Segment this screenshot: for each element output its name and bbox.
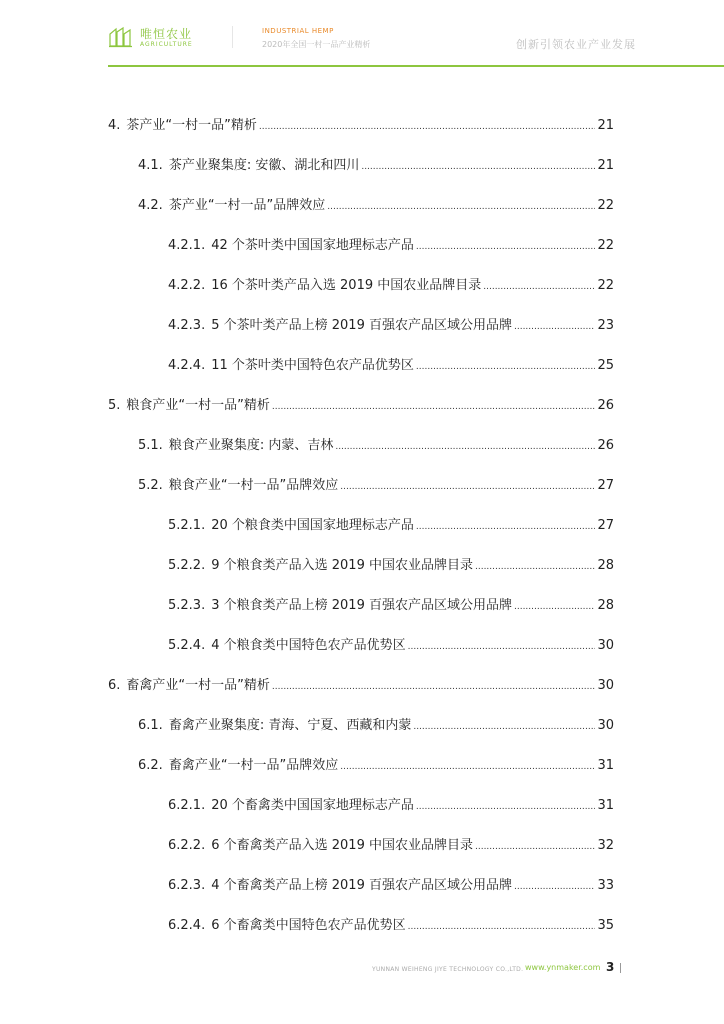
header-rule	[108, 65, 724, 67]
toc-entry-number: 4.	[108, 118, 121, 133]
toc-entry-page: 31	[597, 758, 614, 773]
toc-leader-dots	[272, 678, 596, 696]
toc-entry-number: 5.2.3.	[168, 598, 206, 613]
toc-entry-page: 21	[597, 158, 614, 173]
toc-leader-dots	[327, 198, 595, 216]
toc-entry[interactable]	[138, 757, 614, 776]
toc-entry-number: 4.2.4.	[168, 358, 206, 373]
toc-entry-page: 22	[597, 238, 614, 253]
toc-entry-number: 5.2.2.	[168, 558, 206, 573]
toc-entry-title: 6 个畜禽类产品入选 2019 中国农业品牌目录	[211, 838, 473, 853]
toc-entry[interactable]	[138, 477, 614, 496]
footer-url[interactable]: www.ynmaker.com	[525, 963, 601, 972]
toc-leader-dots	[416, 518, 596, 536]
toc-entry-page: 27	[597, 478, 614, 493]
toc-leader-dots	[514, 878, 595, 896]
toc-entry-title: 畜禽产业聚集度: 青海、宁夏、西藏和内蒙	[168, 718, 412, 733]
toc-entry-number: 6.2.1.	[168, 798, 206, 813]
toc-entry-page: 32	[597, 838, 614, 853]
toc-entry-title: 茶产业“一村一品”品牌效应	[168, 198, 326, 213]
toc-entry[interactable]	[168, 597, 614, 616]
toc-entry-number: 6.2.3.	[168, 878, 206, 893]
header-slogan: 创新引领农业产业发展	[516, 38, 636, 51]
toc-leader-dots	[335, 438, 595, 456]
toc-leader-dots	[259, 118, 596, 136]
toc-entry-page: 23	[597, 318, 614, 333]
toc-entry-page: 26	[597, 438, 614, 453]
toc-entry-title: 粮食产业聚集度: 内蒙、吉林	[168, 438, 334, 453]
toc-leader-dots	[475, 838, 595, 856]
toc-entry-title: 茶产业聚集度: 安徽、湖北和四川	[168, 158, 360, 173]
toc-entry-title: 9 个粮食类产品入选 2019 中国农业品牌目录	[211, 558, 473, 573]
footer-company: YUNNAN WEIHENG JIYE TECHNOLOGY CO.,LTD.	[372, 966, 524, 973]
toc-entry[interactable]	[138, 157, 614, 176]
weiheng-logo-icon	[108, 26, 134, 48]
toc-entry-number: 6.1.	[138, 718, 163, 733]
toc-entry-title: 11 个茶叶类中国特色农产品优势区	[211, 358, 414, 373]
toc-entry-page: 28	[597, 598, 614, 613]
toc-entry-title: 畜禽产业“一村一品”精析	[126, 678, 270, 693]
toc-entry-number: 4.2.	[138, 198, 163, 213]
toc-entry-title: 4 个畜禽类产品上榜 2019 百强农产品区域公用品牌	[211, 878, 512, 893]
toc-entry[interactable]	[138, 197, 614, 216]
toc-leader-dots	[416, 798, 596, 816]
toc-entry[interactable]	[168, 517, 614, 536]
page-number: 3	[606, 960, 615, 974]
toc-entry-page: 28	[597, 558, 614, 573]
toc-entry-page: 22	[597, 198, 614, 213]
toc-entry-title: 茶产业“一村一品”精析	[126, 118, 257, 133]
toc-leader-dots	[408, 638, 596, 656]
footer-divider	[620, 963, 621, 973]
toc-leader-dots	[416, 358, 596, 376]
toc-entry-number: 5.2.	[138, 478, 163, 493]
toc-leader-dots	[272, 398, 596, 416]
toc-leader-dots	[361, 158, 595, 176]
toc-entry-number: 6.2.	[138, 758, 163, 773]
brand-name: 唯恒农业	[140, 27, 193, 41]
toc-entry-title: 42 个茶叶类中国国家地理标志产品	[211, 238, 414, 253]
toc-entry[interactable]	[108, 397, 614, 416]
toc-leader-dots	[514, 598, 595, 616]
toc-entry-number: 6.2.4.	[168, 918, 206, 933]
toc-entry-number: 4.2.3.	[168, 318, 206, 333]
toc-entry[interactable]	[168, 637, 614, 656]
toc-entry-page: 21	[597, 118, 614, 133]
toc-entry-page: 33	[597, 878, 614, 893]
header-divider	[232, 26, 233, 48]
page-header	[0, 0, 724, 70]
toc-entry-page: 25	[597, 358, 614, 373]
toc-entry[interactable]	[168, 237, 614, 256]
toc-entry-number: 5.1.	[138, 438, 163, 453]
toc-entry[interactable]	[168, 557, 614, 576]
toc-leader-dots	[408, 918, 596, 936]
brand-subtitle: AGRICULTURE	[140, 41, 193, 48]
toc-entry[interactable]	[138, 717, 614, 736]
toc-entry-title: 粮食产业“一村一品”精析	[126, 398, 270, 413]
toc-entry-page: 30	[597, 678, 614, 693]
toc-leader-dots	[416, 238, 596, 256]
toc-entry[interactable]	[168, 877, 614, 896]
toc-leader-dots	[340, 478, 595, 496]
topic-english: INDUSTRIAL HEMP	[262, 27, 334, 35]
topic-chinese: 2020年全国一村一品产业精析	[262, 40, 371, 49]
toc-entry-title: 5 个茶叶类产品上榜 2019 百强农产品区域公用品牌	[211, 318, 512, 333]
toc-entry-title: 16 个茶叶类产品入选 2019 中国农业品牌目录	[211, 278, 482, 293]
toc-entry-number: 5.2.4.	[168, 638, 206, 653]
toc-entry-page: 35	[597, 918, 614, 933]
toc-entry[interactable]	[168, 277, 614, 296]
toc-entry-title: 20 个粮食类中国国家地理标志产品	[211, 518, 414, 533]
toc-entry-title: 6 个畜禽类中国特色农产品优势区	[211, 918, 406, 933]
toc-leader-dots	[340, 758, 595, 776]
toc-entry[interactable]	[168, 837, 614, 856]
toc-entry[interactable]	[138, 437, 614, 456]
toc-entry[interactable]	[108, 677, 614, 696]
toc-entry-number: 4.1.	[138, 158, 163, 173]
toc-entry-title: 4 个粮食类中国特色农产品优势区	[211, 638, 406, 653]
toc-entry-title: 3 个粮食类产品上榜 2019 百强农产品区域公用品牌	[211, 598, 512, 613]
toc-entry-page: 30	[597, 718, 614, 733]
toc-entry[interactable]	[168, 917, 614, 936]
toc-entry[interactable]	[168, 357, 614, 376]
toc-entry-page: 26	[597, 398, 614, 413]
toc-entry[interactable]	[108, 117, 614, 136]
toc-entry-title: 20 个畜禽类中国国家地理标志产品	[211, 798, 414, 813]
toc-entry-number: 4.2.1.	[168, 238, 206, 253]
toc-entry-page: 30	[597, 638, 614, 653]
toc-leader-dots	[475, 558, 595, 576]
toc-entry-number: 4.2.2.	[168, 278, 206, 293]
toc-entry[interactable]	[168, 317, 614, 336]
toc-leader-dots	[413, 718, 595, 736]
toc-entry-page: 31	[597, 798, 614, 813]
toc-leader-dots	[514, 318, 595, 336]
toc-entry-title: 粮食产业“一村一品”品牌效应	[168, 478, 339, 493]
toc-entry-number: 6.2.2.	[168, 838, 206, 853]
toc-entry-page: 27	[597, 518, 614, 533]
toc-leader-dots	[483, 278, 595, 296]
toc-entry[interactable]	[168, 797, 614, 816]
toc-entry-number: 5.2.1.	[168, 518, 206, 533]
toc-entry-page: 22	[597, 278, 614, 293]
toc-entry-number: 5.	[108, 398, 121, 413]
toc-entry-number: 6.	[108, 678, 121, 693]
toc-entry-title: 畜禽产业“一村一品”品牌效应	[168, 758, 339, 773]
